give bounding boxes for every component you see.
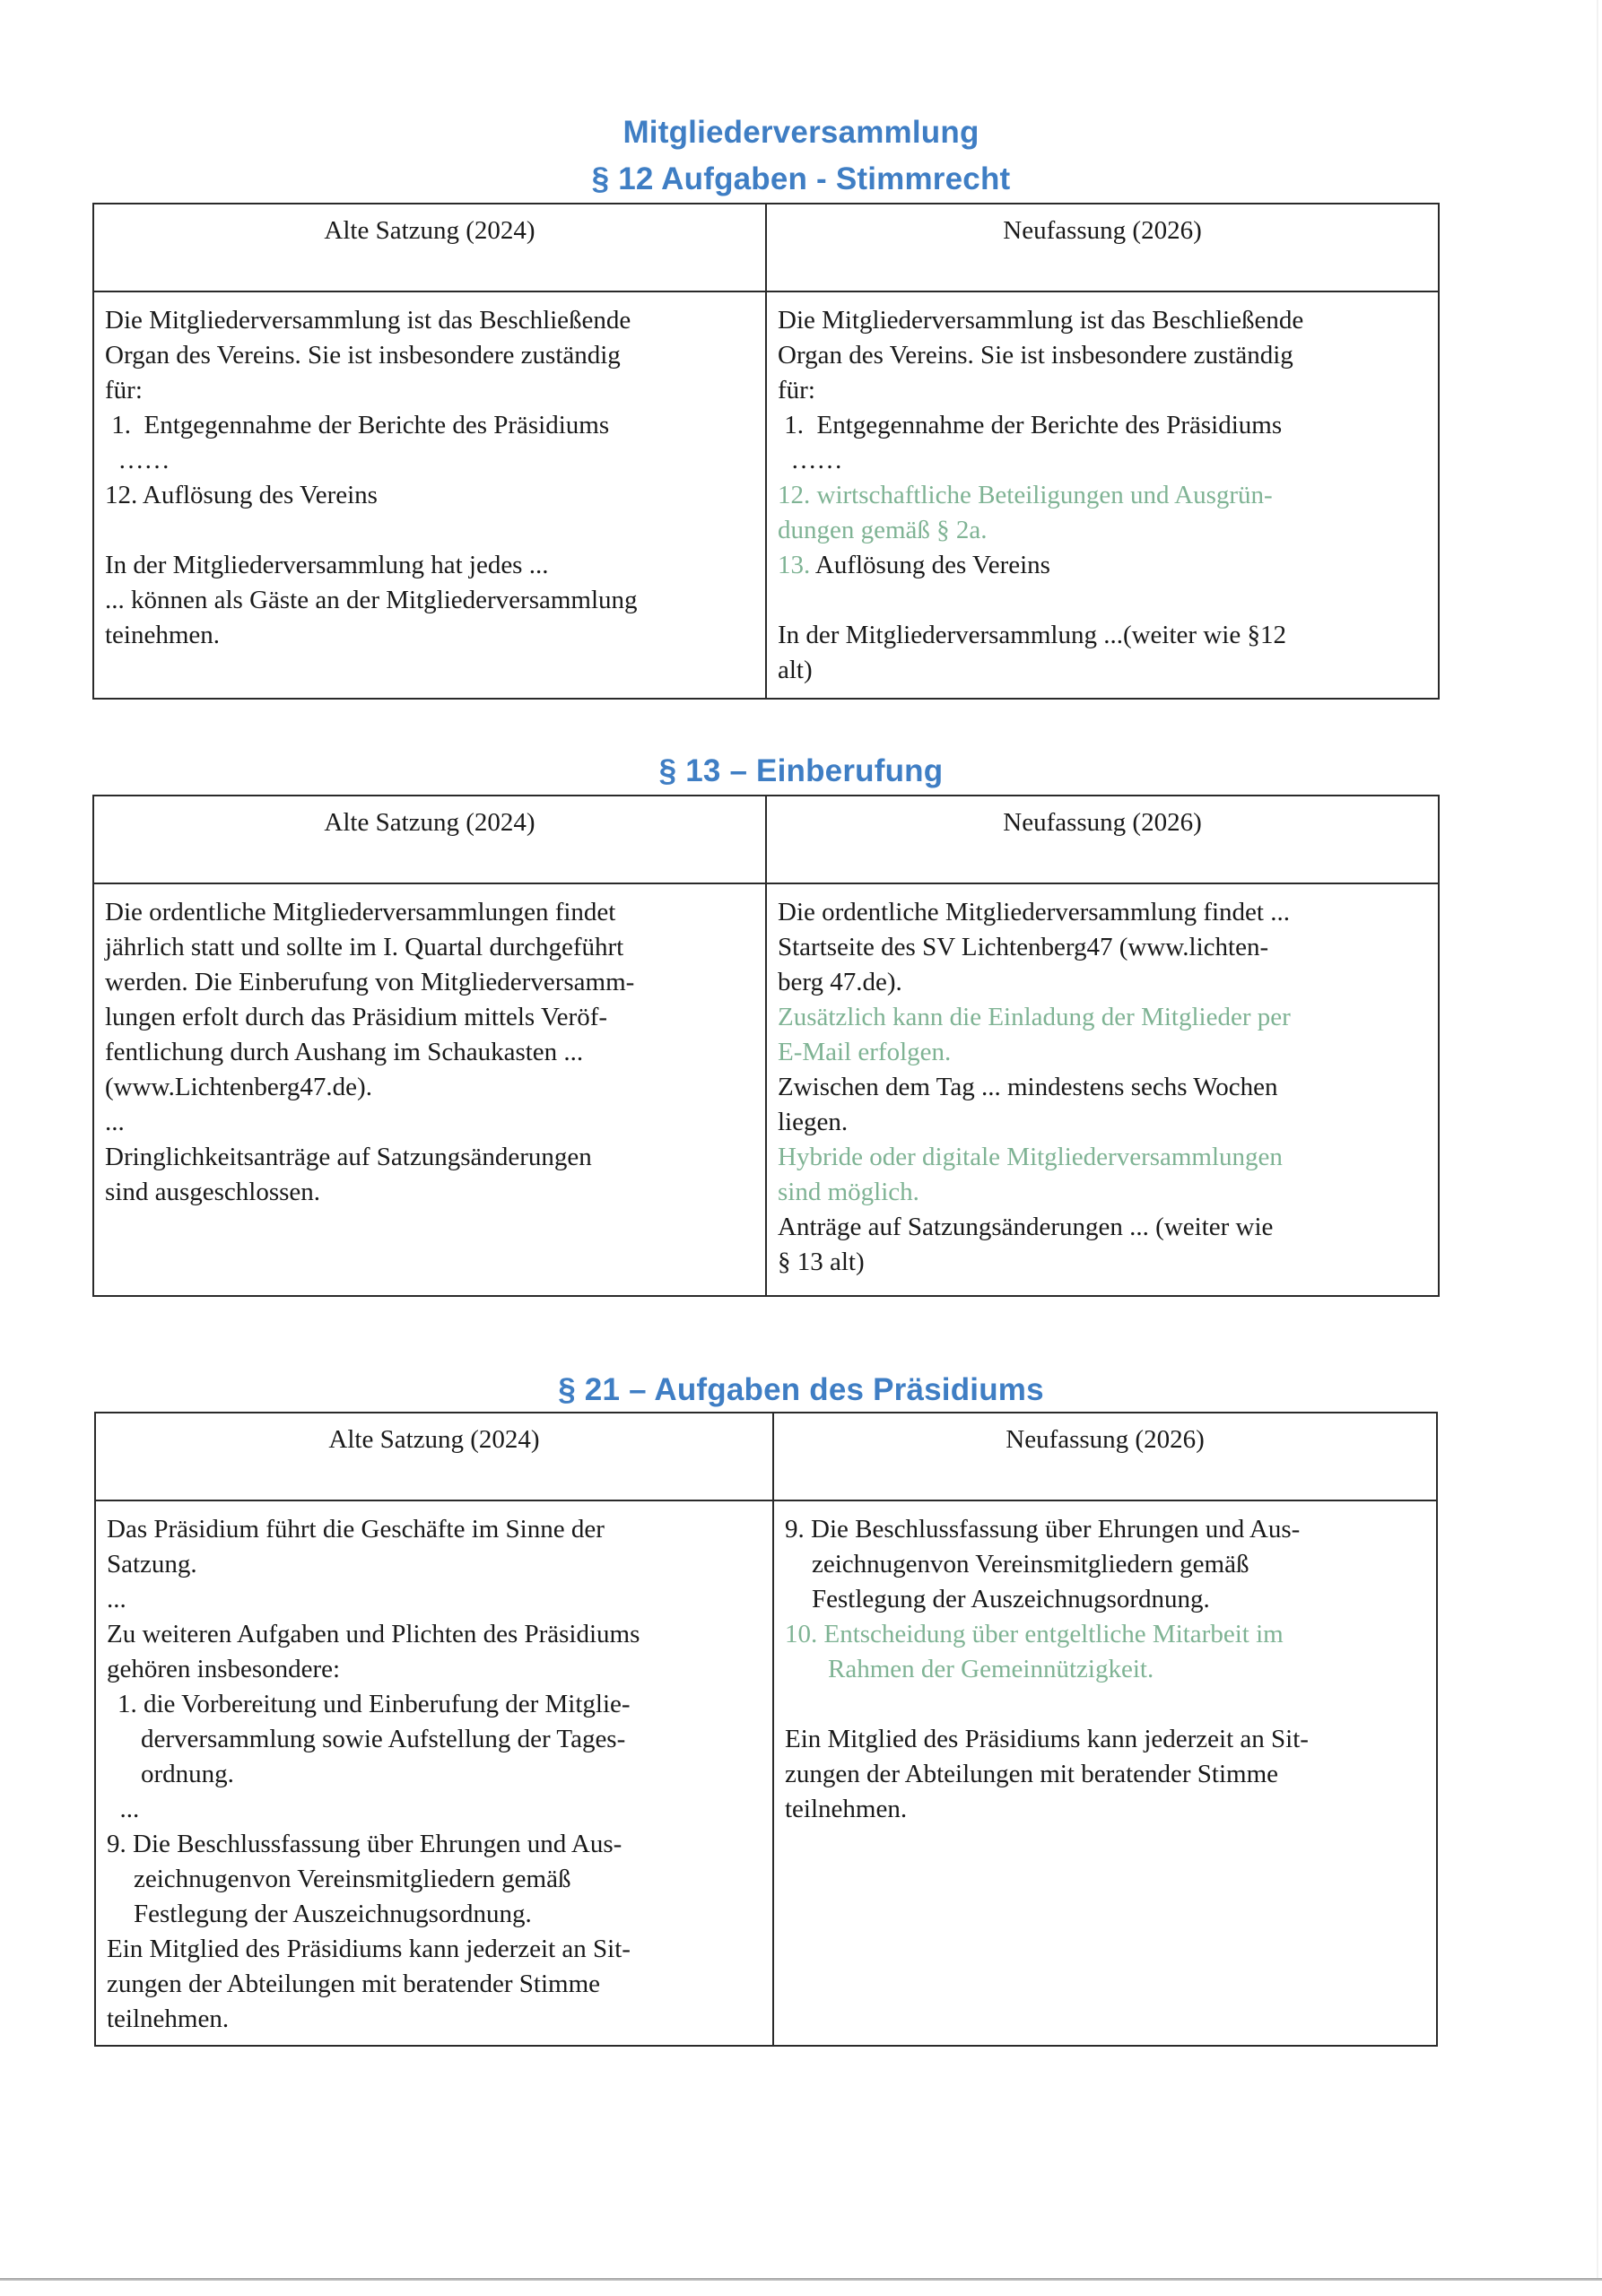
column-header-new: Neufassung (2026) — [766, 796, 1439, 883]
text-line: Die Mitgliederversammlung ist das Beschließende — [105, 306, 631, 335]
text-line: Zu weiteren Aufgaben und Plichten des Präsidiums — [107, 1620, 640, 1648]
column-header-new: Neufassung (2026) — [773, 1413, 1437, 1500]
text-line: liegen. — [778, 1108, 849, 1136]
ellipsis: ... — [107, 1585, 126, 1613]
text-line: Zwischen dem Tag ... mindestens sechs Wochen — [778, 1073, 1278, 1101]
text-line: teilnehmen. — [785, 1795, 908, 1823]
text-line: lungen erfolt durch das Präsidium mittels Veröf- — [105, 1003, 608, 1031]
list-item: 9. Die Beschlussfassung über Ehrungen und Aus- — [107, 1830, 623, 1858]
text-line: Ein Mitglied des Präsidiums kann jederzeit an Sit- — [785, 1725, 1309, 1753]
added-text-line: E-Mail erfolgen. — [778, 1038, 952, 1066]
comparison-table-12 — [92, 203, 1440, 700]
new-text-cell — [773, 1500, 1437, 2046]
column-header-old: Alte Satzung (2024) — [95, 1413, 773, 1500]
text-line: Organ des Vereins. Sie ist insbesondere zuständig — [105, 341, 621, 370]
text-line: gehören insbesondere: — [107, 1655, 341, 1683]
old-text-cell — [93, 291, 766, 699]
text-line: Satzung. — [107, 1550, 197, 1578]
text-line: § 13 alt) — [778, 1248, 865, 1276]
list-item-continued: zeichnugenvon Vereinsmitgliedern gemäß — [812, 1550, 1249, 1578]
list-item-continued: ordnung. — [141, 1760, 234, 1788]
list-item: 9. Die Beschlussfassung über Ehrungen und Aus- — [785, 1515, 1301, 1544]
text-line: Dringlichkeitsanträge auf Satzungsänderungen — [105, 1143, 592, 1171]
ellipsis: …… — [105, 446, 170, 474]
text-line: Die ordentliche Mitgliederversammlungen findet — [105, 898, 616, 926]
table-header-row — [93, 204, 1439, 291]
section-heading-21: § 21 – Aufgaben des Präsidiums — [558, 1372, 1044, 1407]
text-line: sind ausgeschlossen. — [105, 1178, 321, 1206]
ellipsis: …… — [778, 446, 843, 474]
text-line: Anträge auf Satzungsänderungen ... (weiter wie — [778, 1213, 1274, 1241]
list-item-text: Auflösung des Vereins — [810, 551, 1050, 579]
column-header-old: Alte Satzung (2024) — [93, 796, 766, 883]
text-line: Startseite des SV Lichtenberg47 (www.lichten- — [778, 933, 1269, 961]
text-line: für: — [778, 376, 815, 404]
text-line: Organ des Vereins. Sie ist insbesondere zuständig — [778, 341, 1293, 370]
spacer — [785, 1687, 1425, 1722]
list-item-continued: Festlegung der Auszeichnugsordnung. — [812, 1585, 1210, 1613]
text-line: Das Präsidium führt die Geschäfte im Sinne der — [107, 1515, 605, 1544]
spacer — [105, 513, 754, 548]
text-line: Die Mitgliederversammlung ist das Beschließende — [778, 306, 1304, 335]
new-text-cell — [766, 883, 1439, 1296]
scan-bottom-edge — [0, 2278, 1602, 2281]
table-header-row — [93, 796, 1439, 883]
spacer — [778, 583, 1427, 618]
text-line: Die ordentliche Mitgliederversammlung findet ... — [778, 898, 1290, 926]
text-line: zungen der Abteilungen mit beratender Stimme — [107, 1970, 601, 1998]
section-heading-12: § 12 Aufgaben - Stimmrecht — [591, 161, 1011, 196]
added-text-line: sind möglich. — [778, 1178, 919, 1206]
added-list-item: 12. wirtschaftliche Beteiligungen und Ausgrün- — [778, 481, 1273, 509]
text-line: für: — [105, 376, 143, 404]
comparison-table-21 — [94, 1412, 1438, 2047]
added-list-item: 10. Entscheidung über entgeltliche Mitarbeit im — [785, 1620, 1284, 1648]
text-line: jährlich statt und sollte im I. Quartal durchgeführt — [105, 933, 624, 961]
text-line: teilnehmen. — [107, 2005, 230, 2033]
scan-right-edge — [1597, 0, 1598, 2278]
text-line: werden. Die Einberufung von Mitgliederversamm- — [105, 968, 635, 996]
table-row — [93, 883, 1439, 1296]
old-text-cell — [93, 883, 766, 1296]
text-line: In der Mitgliederversammlung hat jedes ... — [105, 551, 549, 579]
new-text-cell — [766, 291, 1439, 699]
ellipsis: ... — [107, 1795, 140, 1823]
added-text-line: Zusätzlich kann die Einladung der Mitglieder per — [778, 1003, 1291, 1031]
table-header-row — [95, 1413, 1437, 1500]
website-reference: (www.Lichtenberg47.de). — [105, 1073, 372, 1101]
list-item — [778, 548, 1427, 583]
list-item-continued: zeichnugenvon Vereinsmitgliedern gemäß — [134, 1865, 571, 1893]
comparison-table-13 — [92, 795, 1440, 1297]
added-list-item-continued: dungen gemäß § 2a. — [778, 516, 988, 544]
text-line: teinehmen. — [105, 621, 221, 649]
text-line: fentlichung durch Aushang im Schaukasten ... — [105, 1038, 584, 1066]
column-header-old: Alte Satzung (2024) — [93, 204, 766, 291]
list-item-continued: Festlegung der Auszeichnugsordnung. — [134, 1900, 532, 1928]
text-line: zungen der Abteilungen mit beratender Stimme — [785, 1760, 1279, 1788]
text-line: berg 47.de). — [778, 968, 902, 996]
text-line: alt) — [778, 656, 813, 684]
text-line: Ein Mitglied des Präsidiums kann jederzeit an Sit- — [107, 1935, 631, 1963]
text-line: In der Mitgliederversammlung ...(weiter wie §12 — [778, 621, 1286, 649]
list-item: 1. Entgegennahme der Berichte des Präsidiums — [105, 411, 610, 439]
added-number: 13. — [778, 551, 811, 579]
list-item: 1. Entgegennahme der Berichte des Präsidiums — [778, 411, 1283, 439]
old-text-cell — [95, 1500, 773, 2046]
table-row — [95, 1500, 1437, 2046]
list-item-continued: derversammlung sowie Aufstellung der Tages- — [141, 1725, 626, 1753]
text-line: ... können als Gäste an der Mitgliederversammlung — [105, 586, 638, 614]
section-heading-13: § 13 – Einberufung — [658, 753, 944, 788]
added-text-line: Hybride oder digitale Mitgliederversammlungen — [778, 1143, 1283, 1171]
table-row — [93, 291, 1439, 699]
column-header-new: Neufassung (2026) — [766, 204, 1439, 291]
added-list-item-continued: Rahmen der Gemeinnützigkeit. — [828, 1655, 1154, 1683]
document-title: Mitgliederversammlung — [623, 115, 979, 150]
ellipsis: ... — [105, 1108, 125, 1136]
list-item: 1. die Vorbereitung und Einberufung der Mitglie- — [118, 1690, 631, 1718]
list-item: 12. Auflösung des Vereins — [105, 481, 378, 509]
